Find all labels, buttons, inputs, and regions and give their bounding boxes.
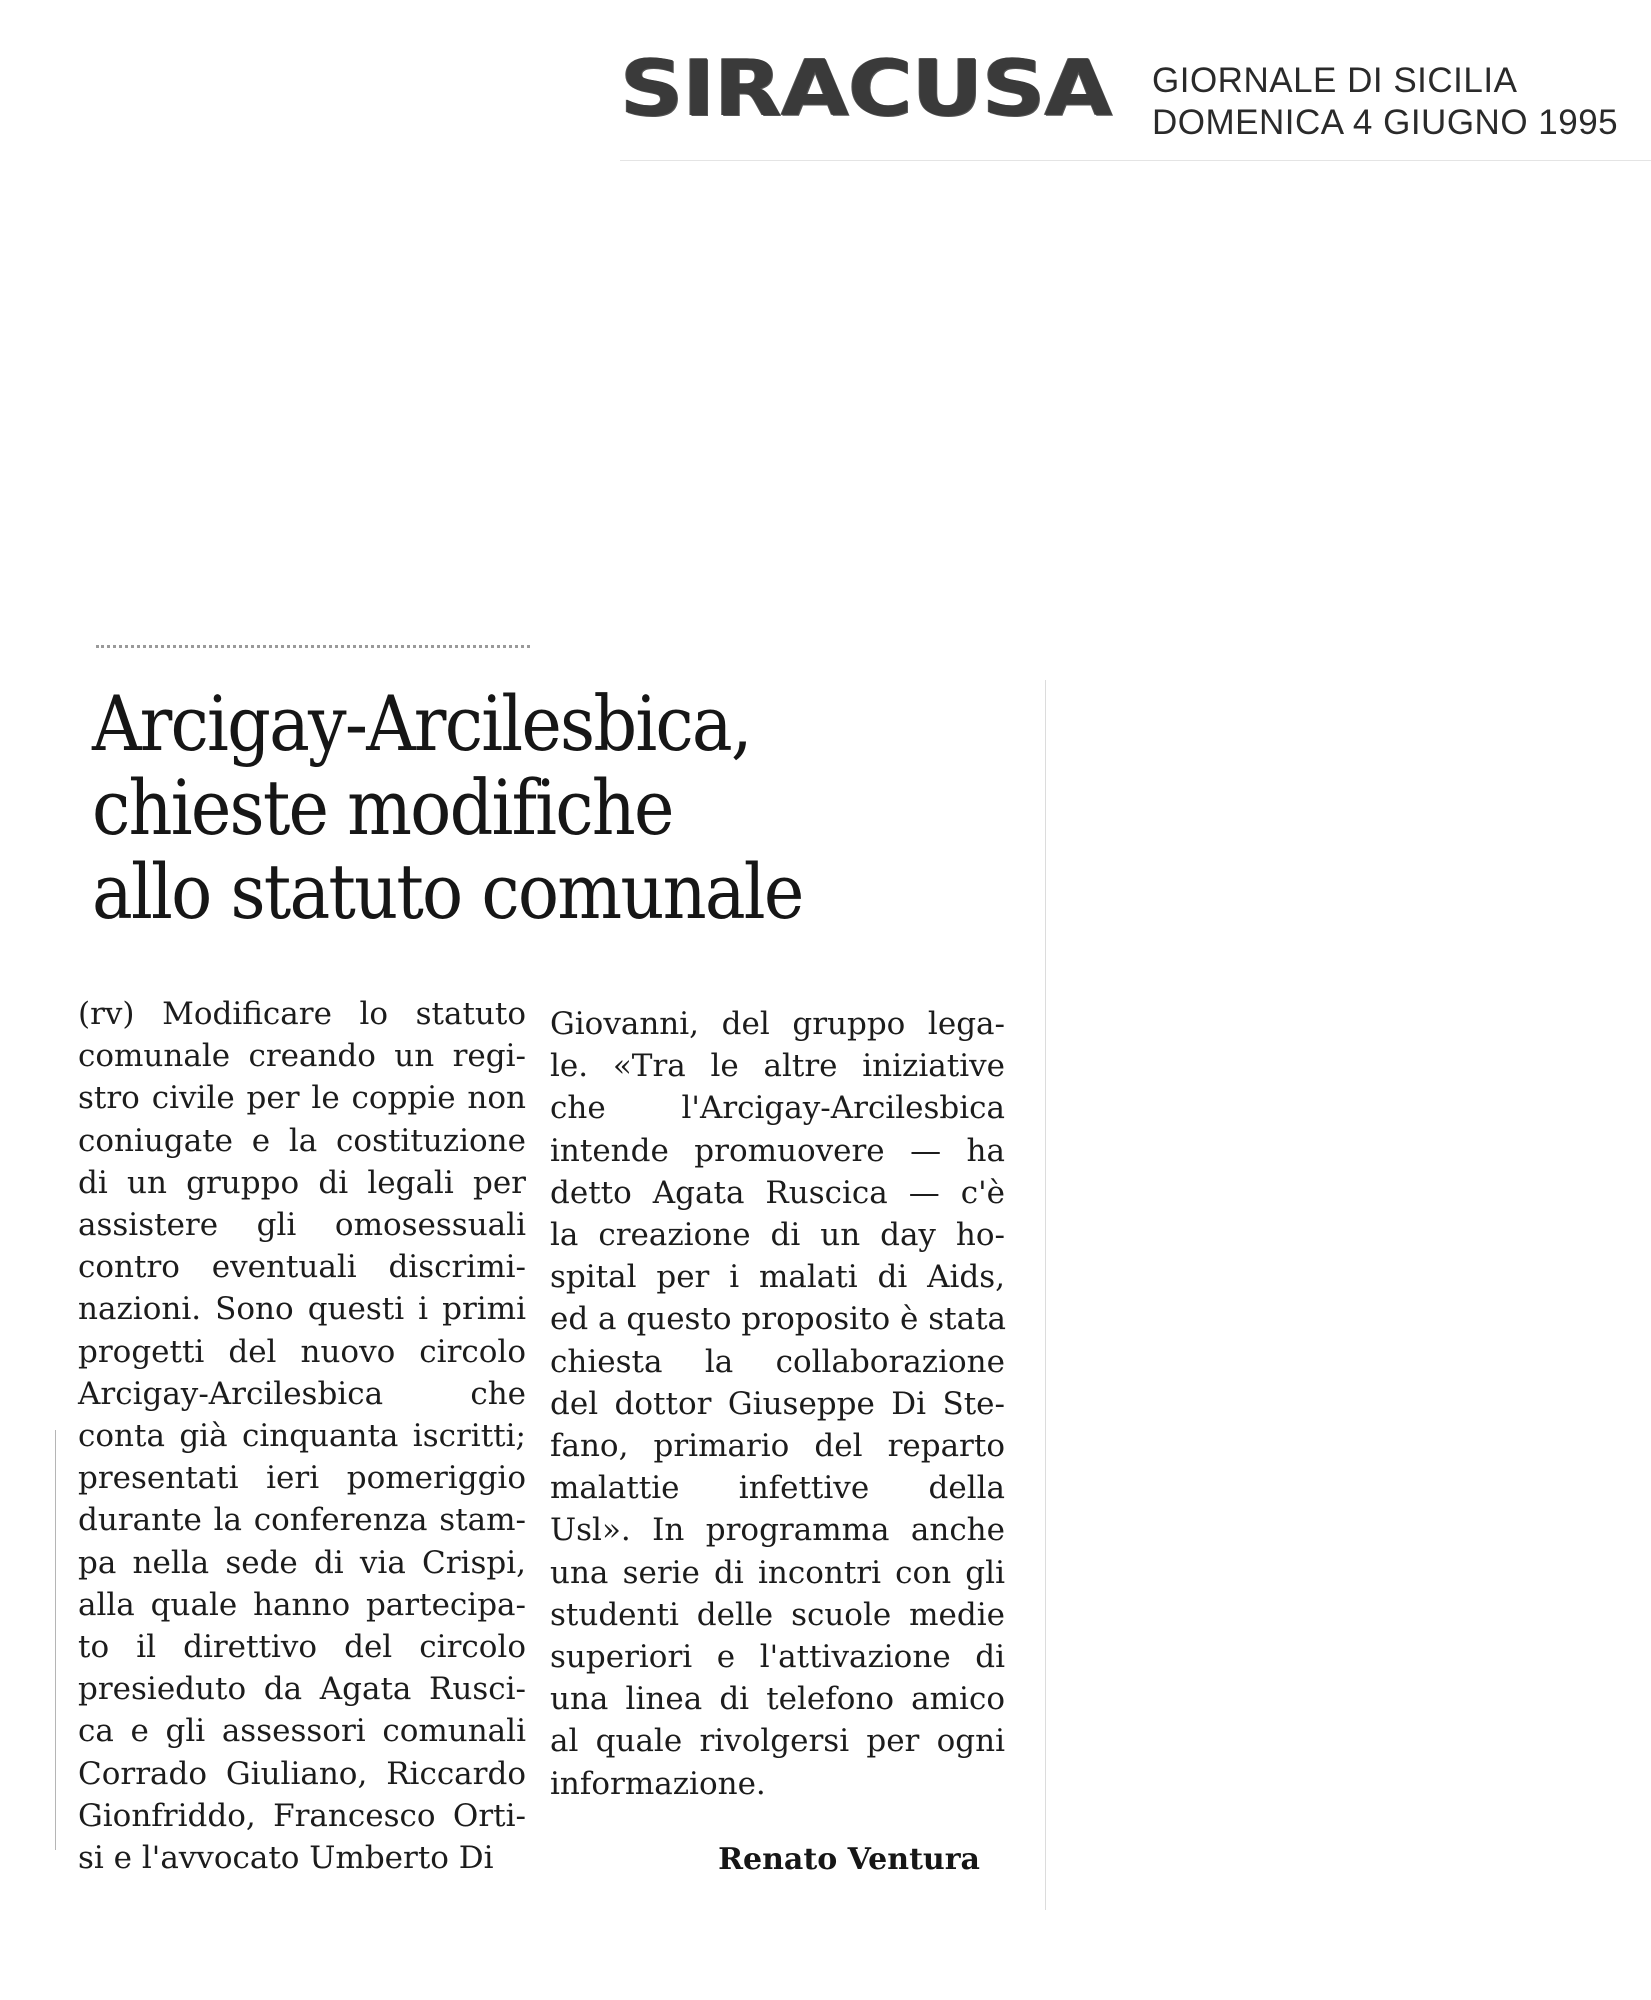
text-line: Arcigay-Arcilesbica che (78, 1375, 526, 1412)
text-line: di un gruppo di legali per (78, 1164, 526, 1201)
text-line: contro eventuali discrimi- (78, 1249, 526, 1286)
section-title: SIRACUSA (620, 42, 1112, 134)
text-line: Corrado Giuliano, Riccardo (78, 1755, 526, 1792)
article-byline: Renato Ventura (718, 1842, 980, 1877)
masthead-info (1152, 60, 1618, 144)
text-line: progetti del nuovo circolo (78, 1333, 526, 1370)
text-line: una linea di telefono amico (550, 1681, 1005, 1718)
text-line: Usl». In programma anche (550, 1512, 1005, 1549)
text-line: detto Agata Ruscica — c'è (550, 1174, 1005, 1211)
masthead-rule (620, 160, 1651, 161)
text-line: Giovanni, del gruppo lega- (550, 1006, 1005, 1042)
text-line: durante la conferenza stam- (78, 1502, 526, 1539)
text-line: (rv) Modificare lo statuto (78, 996, 526, 1032)
headline-line: chieste modifiche (92, 763, 673, 852)
clipping-edge-left (55, 1430, 56, 1850)
text-line: assistere gli omosessuali (78, 1207, 526, 1244)
text-line: coniugate e la costituzione (78, 1122, 526, 1159)
text-line: nazioni. Sono questi i primi (78, 1291, 526, 1328)
masthead (620, 42, 1651, 170)
text-line: stro civile per le coppie non (78, 1080, 526, 1117)
text-line: ed a questo proposito è stata (550, 1301, 1007, 1338)
article-column-right (550, 1003, 1005, 1805)
text-line: una serie di incontri con gli (550, 1554, 1005, 1591)
text-line: comunale creando un regi- (78, 1038, 526, 1075)
text-line: la creazione di un day ho- (550, 1217, 1005, 1254)
text-line: informazione. (550, 1765, 766, 1802)
article-headline (92, 679, 803, 936)
text-line: del dottor Giuseppe Di Ste- (550, 1385, 1005, 1422)
text-line: studenti delle scuole medie (550, 1596, 1005, 1633)
text-line: to il direttivo del circolo (78, 1629, 526, 1666)
text-line: ca e gli assessori comunali (78, 1713, 526, 1750)
newspaper-name: GIORNALE DI SICILIA (1152, 61, 1518, 100)
text-line: alla quale hanno partecipa- (78, 1586, 526, 1623)
text-line: al quale rivolgersi per ogni (550, 1723, 1005, 1760)
article-column-left (78, 993, 526, 1879)
text-line: fano, primario del reparto (550, 1428, 1005, 1465)
text-line: Gionfriddo, Francesco Orti- (78, 1797, 526, 1834)
text-line: intende promuovere — ha (550, 1132, 1005, 1169)
text-line: pa nella sede di via Crispi, (78, 1544, 526, 1581)
text-line: si e l'avvocato Umberto Di (78, 1840, 494, 1877)
text-line: malattie infettive della (550, 1470, 1005, 1507)
text-line: superiori e l'attivazione di (550, 1639, 1005, 1676)
text-line: presentati ieri pomeriggio (78, 1460, 526, 1497)
headline-line: allo statuto comunale (92, 847, 803, 936)
headline-line: Arcigay-Arcilesbica, (92, 679, 751, 768)
issue-date: DOMENICA 4 GIUGNO 1995 (1152, 103, 1619, 142)
text-line: spital per i malati di Aids, (550, 1259, 1005, 1296)
dotted-rule (96, 645, 530, 648)
clipping-edge-right (1045, 680, 1046, 1910)
text-line: conta già cinquanta iscritti; (78, 1418, 526, 1455)
text-line: che l'Arcigay-Arcilesbica (550, 1090, 1005, 1127)
text-line: le. «Tra le altre iniziative (550, 1048, 1005, 1085)
text-line: presieduto da Agata Rusci- (78, 1671, 526, 1708)
text-line: chiesta la collaborazione (550, 1343, 1005, 1380)
